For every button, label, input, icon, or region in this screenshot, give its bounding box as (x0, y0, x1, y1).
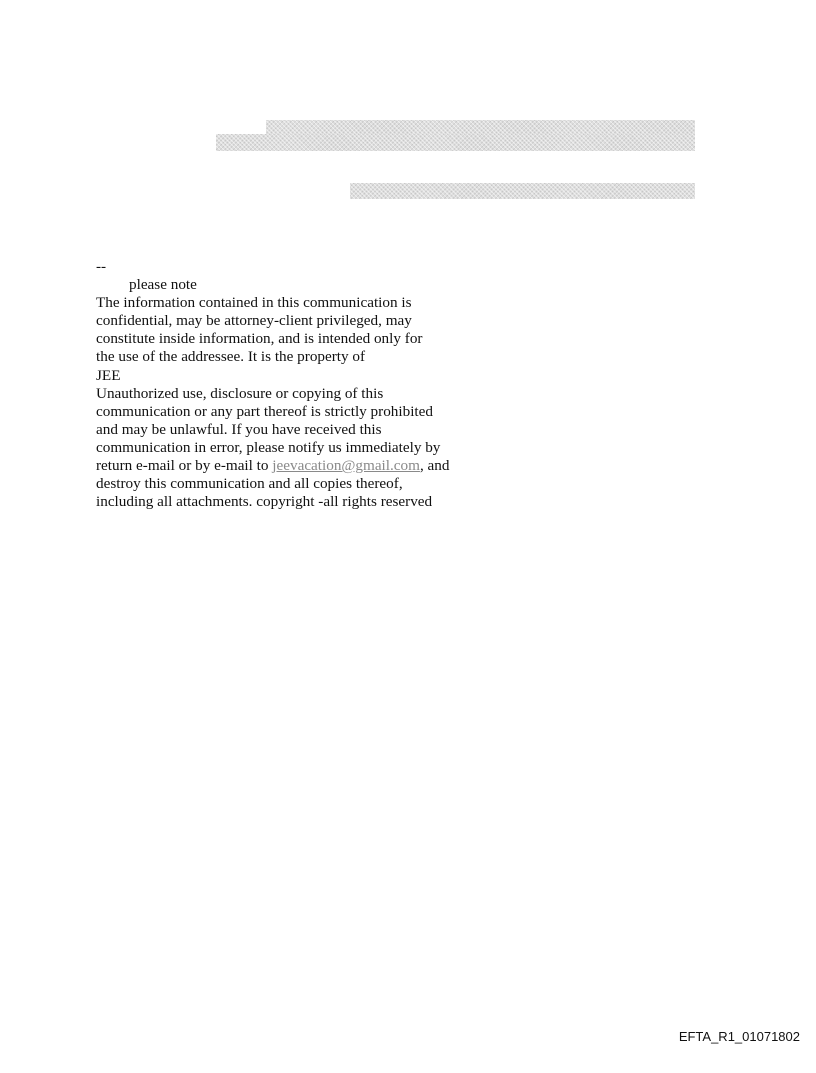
notice-heading: please note (129, 276, 197, 294)
document-id: EFTA_R1_01071802 (678, 1029, 800, 1044)
email-link[interactable]: jeevacation@gmail.com (272, 457, 420, 475)
notice-text: , and (419, 457, 450, 475)
notice-text: return e-mail or by e-mail to (96, 457, 273, 475)
notice-line: including all attachments. copyright -all rights reserved (96, 493, 433, 511)
notice-line: JEE (96, 366, 121, 384)
notice-line: The information contained in this communication is (96, 294, 412, 312)
signature-separator: -- (96, 258, 107, 275)
email-disclaimer (96, 258, 516, 511)
redaction-block (216, 134, 695, 151)
redaction-block (266, 120, 695, 134)
notice-line: destroy this communication and all copies thereof, (96, 475, 403, 493)
notice-line: communication or any part thereof is strictly prohibited (96, 402, 433, 420)
notice-line: constitute inside information, and is intended only for (96, 330, 423, 348)
redaction-block (350, 183, 695, 199)
notice-line-with-email (96, 457, 516, 475)
notice-line: the use of the addressee. It is the property of (96, 348, 366, 366)
notice-line: communication in error, please notify us immediately by (96, 438, 441, 456)
notice-line: and may be unlawful. If you have received this (96, 420, 382, 438)
notice-line: Unauthorized use, disclosure or copying of this (96, 384, 384, 402)
notice-line: confidential, may be attorney-client privileged, may (96, 312, 412, 330)
